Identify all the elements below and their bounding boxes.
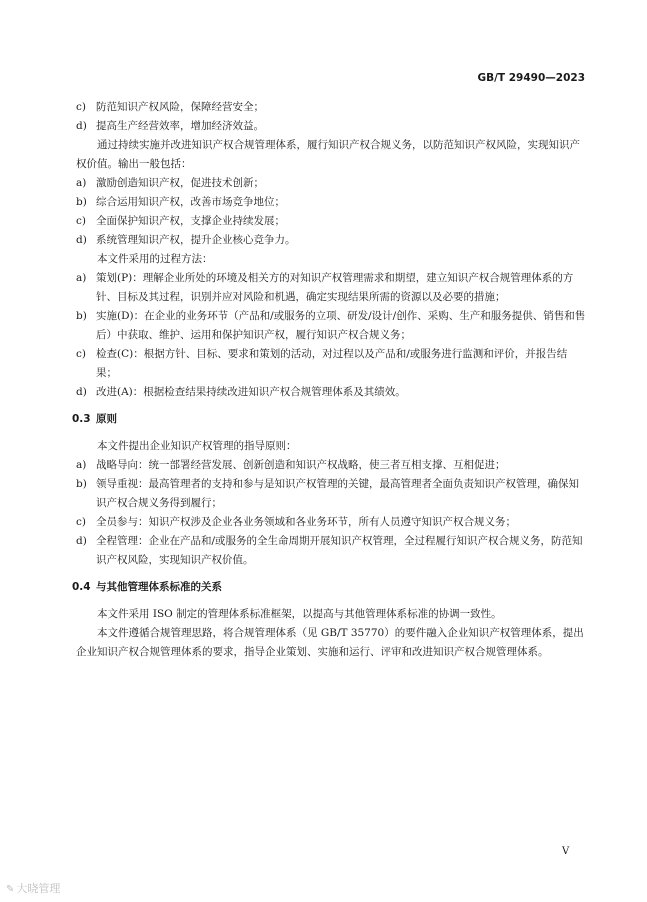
- list-label: c): [76, 516, 86, 528]
- section-heading-0-3: [72, 410, 586, 429]
- list-text: 实施(D)：在企业的业务环节（产品和/或服务的立项、研发/设计/创作、采购、生产和服务提供、销售和售后）中获取、维护、运用和保护知识产权，履行知识产权合规义务；: [96, 310, 586, 341]
- list-principles: [76, 456, 586, 570]
- section-heading-0-4: [72, 578, 586, 597]
- list-label: c): [76, 348, 86, 360]
- standard-code: GB/T 29490—2023: [477, 72, 585, 84]
- list-text: 改进(A)：根据检查结果持续改进知识产权合规管理体系及其绩效。: [96, 386, 406, 398]
- page-number: V: [562, 846, 570, 857]
- paragraph-compliance: 本文件遵循合规管理思路，将合规管理体系（见 GB/T 35770）的要件融入企业知识产权管理体系，提出企业知识产权合规管理体系的要求，指导企业策划、实施和运行、评审和改进知识产权合规管理体系。: [76, 627, 584, 658]
- list-item: [76, 98, 586, 117]
- list-text: 防范知识产权风险，保障经营安全；: [96, 101, 264, 113]
- list-process: [76, 269, 586, 402]
- list-outputs: [76, 174, 586, 250]
- list-label: b): [76, 310, 87, 322]
- list-item: [76, 231, 586, 250]
- list-text: 领导重视：最高管理者的支持和参与是知识产权管理的关键，最高管理者全面负责知识产权管理，确保知识产权合规义务得到履行；: [96, 478, 579, 509]
- list-text: 提高生产经营效率，增加经济效益。: [96, 120, 264, 132]
- watermark-text: 大晓管理: [16, 882, 61, 895]
- list-item: [76, 117, 586, 136]
- document-body: [72, 98, 586, 662]
- list-label: c): [76, 215, 86, 227]
- list-text: 全程管理：企业在产品和/或服务的全生命周期开展知识产权管理，全过程履行知识产权合规义务，防范知识产权风险，实现知识产权价值。: [96, 535, 583, 566]
- list-item: [76, 307, 586, 345]
- list-item: [76, 269, 586, 307]
- list-item: [76, 174, 586, 193]
- list-label: b): [76, 478, 87, 490]
- list-label: d): [76, 386, 87, 398]
- list-text: 激励创造知识产权，促进技术创新；: [96, 177, 264, 189]
- watermark-logo-icon: ✎: [6, 884, 15, 895]
- list-label: a): [76, 459, 87, 471]
- list-label: d): [76, 120, 87, 132]
- list-text: 全员参与：知识产权涉及企业各业务领域和各业务环节，所有人员遵守知识产权合规义务；: [96, 516, 516, 528]
- paragraph-process: 本文件采用的过程方法：: [97, 253, 213, 265]
- list-item: [76, 383, 586, 402]
- list-item: [76, 475, 586, 513]
- list-label: d): [76, 234, 87, 246]
- list-label: b): [76, 196, 87, 208]
- list-label: a): [76, 177, 87, 189]
- list-label: c): [76, 101, 86, 113]
- section-title: 与其他管理体系标准的关系: [96, 581, 222, 593]
- list-item: [76, 456, 586, 475]
- list-item: [76, 513, 586, 532]
- list-item: [76, 193, 586, 212]
- section-number: 0.3: [72, 413, 91, 425]
- list-text: 系统管理知识产权，提升企业核心竞争力。: [96, 234, 296, 246]
- paragraph-principles: 本文件提出企业知识产权管理的指导原则：: [97, 440, 297, 452]
- list-label: d): [76, 535, 87, 547]
- section-number: 0.4: [72, 581, 91, 593]
- list-text: 综合运用知识产权，改善市场竞争地位；: [96, 196, 285, 208]
- paragraph-framework: 本文件采用 ISO 制定的管理体系标准框架，以提高与其他管理体系标准的协调一致性。: [97, 608, 502, 620]
- list-text: 全面保护知识产权，支撑企业持续发展；: [96, 215, 285, 227]
- watermark: [6, 880, 60, 896]
- list-item: [76, 212, 586, 231]
- list-top: [76, 98, 586, 136]
- list-label: a): [76, 272, 87, 284]
- list-text: 策划(P)：理解企业所处的环境及相关方的对知识产权管理需求和期望，建立知识产权合规管理体系的方针、目标及其过程，识别并应对风险和机遇，确定实现结果所需的资源以及必要的措施；: [96, 272, 574, 303]
- section-title: 原则: [96, 413, 117, 425]
- list-text: 战略导向：统一部署经营发展、创新创造和知识产权战略，使三者互相支撑、互相促进；: [96, 459, 506, 471]
- list-text: 检查(C)：根据方针、目标、要求和策划的活动，对过程以及产品和/或服务进行监测和评价，并报告结果；: [96, 348, 568, 379]
- list-item: [76, 345, 586, 383]
- list-item: [76, 532, 586, 570]
- paragraph-outputs: 通过持续实施并改进知识产权合规管理体系，履行知识产权合规义务，以防范知识产权风险，实现知识产权价值。输出一般包括：: [76, 139, 580, 170]
